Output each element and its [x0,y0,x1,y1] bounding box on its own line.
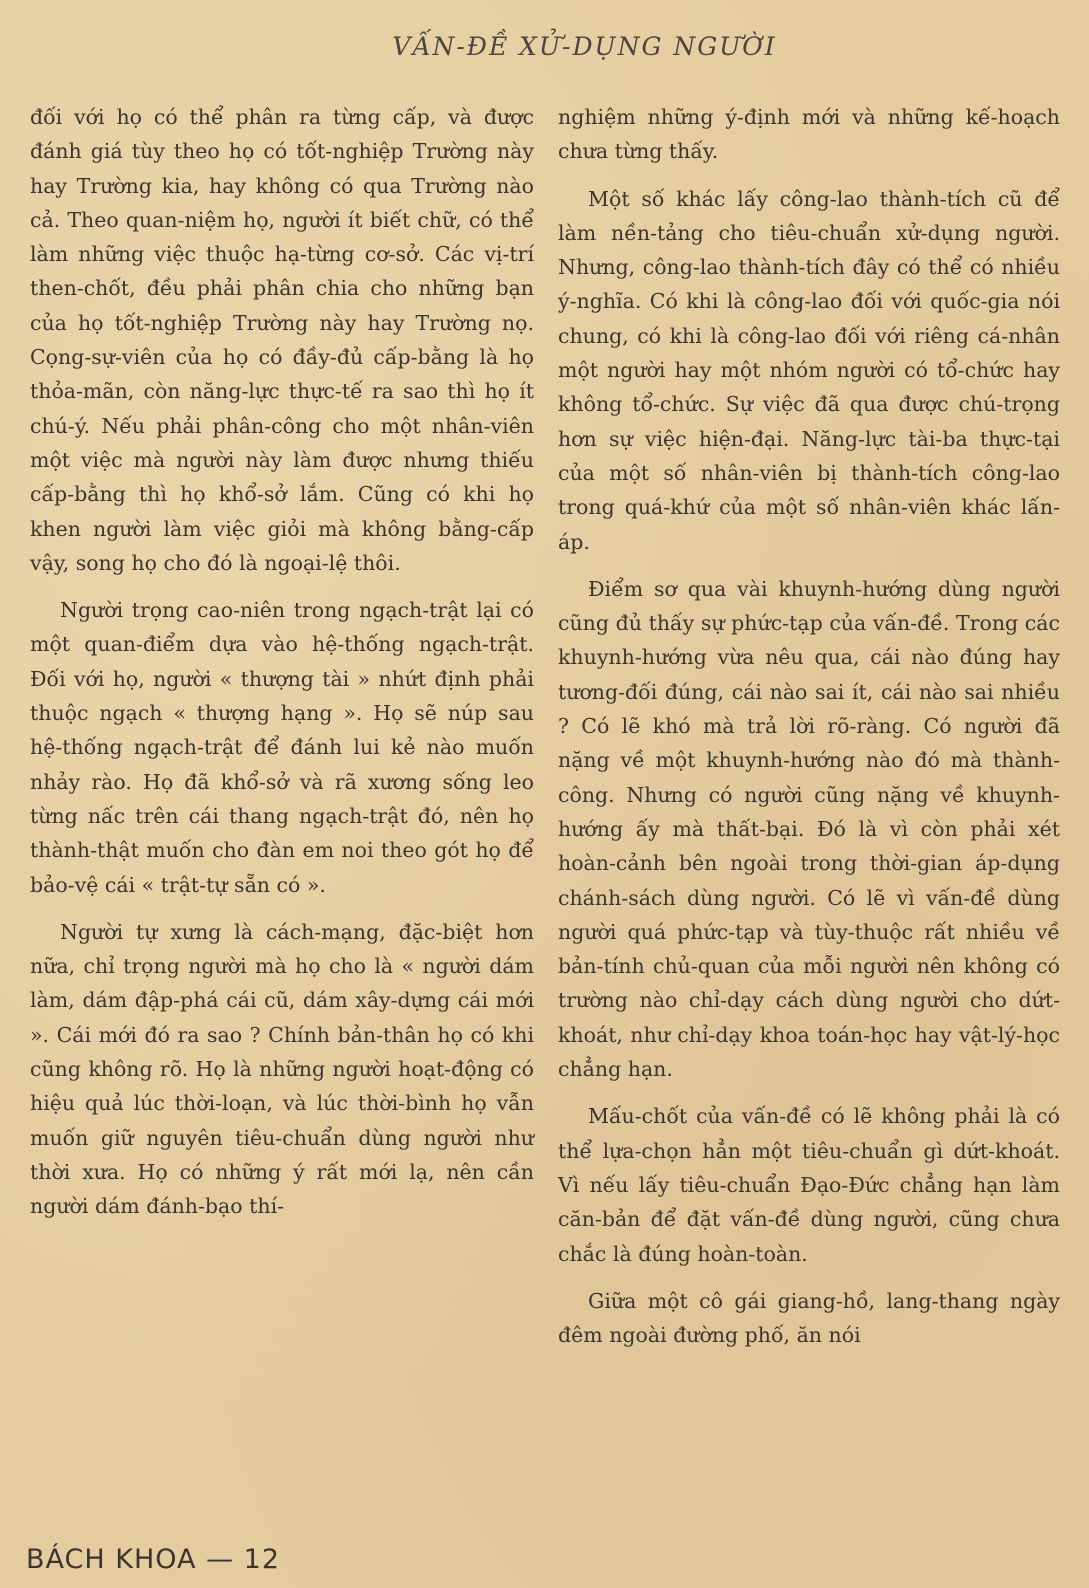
paragraph: Mấu-chốt của vấn-đề có lẽ không phải là có thể lựa-chọn hẳn một tiêu-chuẩn gì dứt-khoát. Vì nếu lấy tiêu-chuẩn Đạo-Đức chẳng hạn làm căn-bản để đặt vấn-đề dùng người, cũng chưa chắc là đúng hoàn-toàn. [558,1104,1060,1266]
page-footer: BÁCH KHOA — 12 [26,1544,281,1575]
paragraph: Điểm sơ qua vài khuynh-hướng dùng người cũng đủ thấy sự phức-tạp của vấn-đề. Trong các khuynh-hướng vừa nêu qua, cái nào đúng hay tương-đối đúng, cái nào sai ít, cái nào sai nhiều ? Có lẽ khó mà trả lời rõ-ràng. Có người đã nặng về một khuynh-hướng nào đó mà thành-công. Nhưng có người cũng nặng về khuynh-hướng ấy mà thất-bại. Đó là vì còn phải xét hoàn-cảnh bên ngoài trong thời-gian áp-dụng chánh-sách dùng người. Có lẽ vì vấn-đề dùng người quá phức-tạp và tùy-thuộc rất nhiều về bản-tính chủ-quan của mỗi người nên không có trường nào chỉ-dạy cách dùng người cho dứt-khoát, như chỉ-dạy khoa toán-học hay vật-lý-học chẳng hạn. [558,576,1060,1082]
right-column [558,100,1060,1365]
paragraph: Người tự xưng là cách-mạng, đặc-biệt hơn nữa, chỉ trọng người mà họ cho là « người dám làm, dám đập-phá cái cũ, dám xây-dựng cái mới ». Cái mới đó ra sao ? Chính bản-thân họ có khi cũng không rõ. Họ là những người hoạt-động có hiệu quả lúc thời-loạn, và lúc thời-bình họ vẫn muốn giữ nguyên tiêu-chuẩn dùng người như thời xưa. Họ có những ý rất mới lạ, nên cần người dám đánh-bạo thí- [30,919,534,1219]
paragraph: nghiệm những ý-định mới và những kế-hoạch chưa từng thấy. [558,105,1060,164]
running-title: VẤN-ĐỀ XỬ-DỤNG NGƯỜI [392,32,777,61]
paragraph: Một số khác lấy công-lao thành-tích cũ để làm nền-tảng cho tiêu-chuẩn xử-dụng người. Nhưng, công-lao thành-tích đây có thể có nhiều ý-nghĩa. Có khi là công-lao đối với quốc-gia nói chung, có khi là công-lao đối với riêng cá-nhân một người hay một nhóm người có tổ-chức hay không tổ-chức. Sự việc đã qua được chú-trọng hơn sự việc hiện-đại. Năng-lực tài-ba thực-tại của một số nhân-viên bị thành-tích công-lao trong quá-khứ của một số nhân-viên khác lấn-áp. [558,186,1060,554]
paragraph: đối với họ có thể phân ra từng cấp, và được đánh giá tùy theo họ có tốt-nghiệp Trường này hay Trường kia, hay không có qua Trường nào cả. Theo quan-niệm họ, người ít biết chữ, có thể làm những việc thuộc hạ-từng cơ-sở. Các vị-trí then-chốt, đều phải phân chia cho những bạn của họ tốt-nghiệp Trường này hay Trường nọ. Cọng-sự-viên của họ có đầy-đủ cấp-bằng là họ thỏa-mãn, còn năng-lực thực-tế ra sao thì họ ít chú-ý. Nếu phải phân-công cho một nhân-viên một việc mà người này làm được nhưng thiếu cấp-bằng thì họ khổ-sở lắm. Cũng có khi họ khen người làm việc giỏi mà không bằng-cấp vậy, song họ cho đó là ngoại-lệ thôi. [30,105,534,575]
left-column [30,100,534,1237]
paragraph: Người trọng cao-niên trong ngạch-trật lại có một quan-điểm dựa vào hệ-thống ngạch-trật. Đối với họ, người « thượng tài » nhứt định phải thuộc ngạch « thượng hạng ». Họ sẽ núp sau hệ-thống ngạch-trật để đánh lui kẻ nào muốn nhảy rào. Họ đã khổ-sở và rã xương sống leo từng nấc trên cái thang ngạch-trật đó, nên họ thành-thật muốn cho đàn em noi theo gót họ để bảo-vệ cái « trật-tự sẵn có ». [30,598,534,897]
paragraph: Giữa một cô gái giang-hồ, lang-thang ngày đêm ngoài đường phố, ăn nói [558,1288,1060,1348]
